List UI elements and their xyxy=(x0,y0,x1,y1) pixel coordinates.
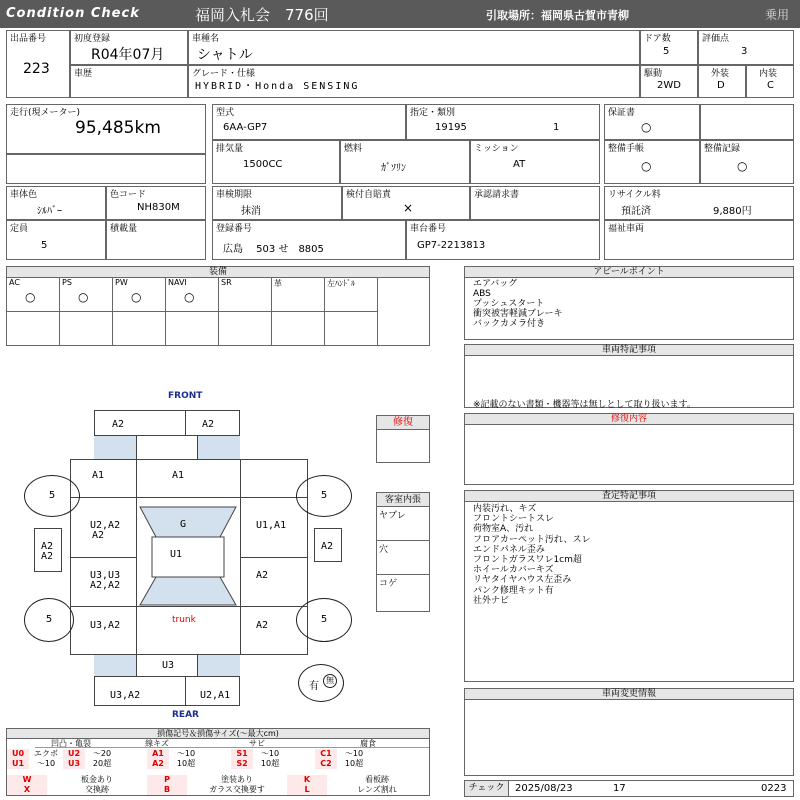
manual: ○ xyxy=(641,159,652,173)
equipment-cell xyxy=(113,278,166,312)
mark-rear-door-left-1: U3,U3 xyxy=(90,570,121,581)
front-label: FRONT xyxy=(168,391,203,401)
recycle-fee: 9,880円 xyxy=(713,206,752,217)
exterior-cell xyxy=(698,65,746,98)
legend-group: 腐食 xyxy=(307,739,429,748)
legend-size: 〜10 xyxy=(176,749,196,758)
appeal-item: ABS xyxy=(473,289,491,299)
auction-title: 福岡入札会 776回 xyxy=(195,6,329,24)
legend-code: A1 xyxy=(147,749,169,759)
chassis: GP7-2213813 xyxy=(417,240,486,251)
note-item: リヤタイヤハウス左歪み xyxy=(473,575,572,586)
manual-label: 整備手帳 xyxy=(608,144,645,154)
legend-size: エクボ xyxy=(34,749,58,758)
category: 乗用 xyxy=(765,8,790,22)
displacement: 1500CC xyxy=(243,159,283,170)
color-code-cell xyxy=(106,186,206,220)
legend-mark-text: 板金あり xyxy=(81,775,113,784)
interior-hole: 穴 xyxy=(379,545,389,555)
repair-box xyxy=(464,413,794,485)
note-item: エンドパネル歪み xyxy=(473,544,545,555)
equipment-cell xyxy=(166,278,219,312)
displacement-label: 排気量 xyxy=(216,144,244,154)
legend-mark-code: K xyxy=(287,775,327,785)
equipment-blank-cell xyxy=(113,312,166,345)
changes-box xyxy=(464,688,794,776)
record-cell xyxy=(700,140,794,184)
exterior-grade: D xyxy=(717,80,725,91)
model-code-cell xyxy=(212,104,406,140)
equipment-blank-cell xyxy=(166,312,219,345)
history-label: 車歴 xyxy=(74,69,93,79)
headlight-right xyxy=(198,436,240,459)
legend-mark-text: 交換跡 xyxy=(85,785,109,794)
mileage-cell xyxy=(6,104,206,154)
interior-cell xyxy=(746,65,794,98)
mark-front-door-left-1: U2,A2 xyxy=(90,520,121,531)
legend-code: A2 xyxy=(147,759,169,769)
inspection-cell xyxy=(212,186,342,220)
mark-rear-bumper-left: U3,A2 xyxy=(110,690,141,701)
record-label: 整備記録 xyxy=(704,144,741,154)
drive-label: 駆動 xyxy=(644,69,663,79)
recycle-status: 預託済 xyxy=(621,206,651,217)
note-item: 内装汚れ、キズ xyxy=(473,504,537,514)
insurance-cell xyxy=(342,186,470,220)
insurance: × xyxy=(403,201,414,215)
equipment-label: SR xyxy=(221,278,232,287)
roof-panel xyxy=(152,537,224,577)
equipment-value: ○ xyxy=(25,290,36,304)
taillight-right xyxy=(198,655,240,676)
notes-list xyxy=(473,504,590,606)
note-item: フロアカーペット汚れ、スレ xyxy=(473,534,591,545)
mark-fender-left: A1 xyxy=(92,470,105,481)
tire-front-right: 5 xyxy=(296,475,352,517)
appeal-box xyxy=(464,266,794,340)
equipment-blank-cell xyxy=(7,312,60,345)
inspection-label: 車検期限 xyxy=(216,190,253,200)
mark-rear-door-right: A2 xyxy=(256,570,269,581)
designation-label: 指定・類別 xyxy=(410,108,456,118)
history-cell xyxy=(70,65,188,98)
changes-title: 車両変更情報 xyxy=(465,689,793,700)
brand-title: Condition Check xyxy=(6,6,140,21)
note-item: フロントガラスワレ1cm超 xyxy=(473,555,582,566)
warranty-cell xyxy=(604,104,700,140)
transmission: AT xyxy=(513,159,526,170)
equipment-title: 装備 xyxy=(7,267,429,278)
interior-box-title: 客室内張 xyxy=(377,493,429,507)
legend-size: 〜10 xyxy=(260,749,280,758)
rear-label: REAR xyxy=(172,710,199,720)
note-item: 荷物室A、汚れ xyxy=(473,524,534,535)
legend-box xyxy=(6,728,430,796)
appeal-item: 衝突被害軽減ブレーキ xyxy=(473,309,563,319)
mark-quarter-right: A2 xyxy=(256,620,269,631)
color: ｼﾙﾊﾞｰ xyxy=(37,206,62,217)
interior-box xyxy=(376,492,430,612)
model-name: シャトル xyxy=(197,47,253,63)
grille xyxy=(136,436,198,459)
repair-title: 修復内容 xyxy=(465,414,793,425)
equipment-blank-cell xyxy=(219,312,272,345)
mark-front-bumper-right: A2 xyxy=(202,419,215,430)
model-name-label: 車種名 xyxy=(192,34,220,44)
first-reg-label: 初度登録 xyxy=(74,34,111,44)
class: 1 xyxy=(553,122,560,133)
legend-mark-code: W xyxy=(7,775,47,785)
legend-size: 〜20 xyxy=(92,749,112,758)
model-code: 6AA-GP7 xyxy=(223,122,268,133)
front-bumper-divider xyxy=(185,410,186,436)
equipment-label: PW xyxy=(115,278,128,287)
color-code-label: 色コード xyxy=(110,190,147,200)
first-reg: R04年07月 xyxy=(91,47,165,63)
color-code: NH830M xyxy=(137,202,180,213)
check-num: 17 xyxy=(613,783,626,794)
mark-front-door-left-2: A2 xyxy=(92,530,105,541)
color-cell xyxy=(6,186,106,220)
equipment-blank-cell xyxy=(272,312,325,345)
lot-cell xyxy=(6,30,70,98)
equipment-cell xyxy=(60,278,113,312)
spare-tire xyxy=(298,664,344,702)
note-item: ホイールカバーキズ xyxy=(473,565,554,576)
special-box xyxy=(464,344,794,408)
legend-size: 10超 xyxy=(260,759,280,768)
equipment-label: 革 xyxy=(274,279,282,288)
mark-front-door-right: U1,A1 xyxy=(256,520,287,531)
manual-cell xyxy=(604,140,700,184)
equipment-blank-cell xyxy=(60,312,113,345)
mark-mirror-right: A2 xyxy=(321,541,334,552)
notes-title: 査定特記事項 xyxy=(465,491,793,502)
legend-mark-code: X xyxy=(7,785,47,795)
legend-code: S2 xyxy=(231,759,253,769)
chassis-cell xyxy=(406,220,600,260)
mark-back-door: U3 xyxy=(162,660,175,671)
taillight-left xyxy=(94,655,136,676)
mark-front-bumper-left: A2 xyxy=(112,419,125,430)
welfare-label: 福祉車両 xyxy=(608,224,645,234)
capacity: 5 xyxy=(41,240,48,251)
legend-size: 10超 xyxy=(176,759,196,768)
displacement-cell xyxy=(212,140,340,184)
drive: 2WD xyxy=(657,80,681,91)
trunk-label: trunk xyxy=(172,615,196,625)
legend-group: サビ xyxy=(207,739,307,748)
equipment-label: 左ﾊﾝﾄﾞﾙ xyxy=(327,279,355,288)
reg-no-cell xyxy=(212,220,406,260)
reg-no-label: 登録番号 xyxy=(216,224,253,234)
capacity-cell xyxy=(6,220,106,260)
mark-rear-door-left-2: A2,A2 xyxy=(90,580,121,591)
equipment-cell xyxy=(7,278,60,312)
approval-label: 承認請求書 xyxy=(474,190,520,200)
windshield xyxy=(140,507,236,537)
mileage-blank xyxy=(6,154,206,184)
spare-status: 有 xyxy=(309,681,319,692)
legend-title: 損傷記号＆損傷サイズ(〜最大cm) xyxy=(7,729,429,739)
mark-roof: U1 xyxy=(170,549,183,560)
record: ○ xyxy=(737,159,748,173)
interior-burn: コゲ xyxy=(379,579,398,589)
special-title: 車両特記事項 xyxy=(465,345,793,356)
fuel-label: 燃料 xyxy=(344,144,363,154)
drive-cell xyxy=(640,65,698,98)
mark-mirror-left-1: A2 xyxy=(41,541,54,552)
grade: HYBRID・Honda SENSING xyxy=(195,81,360,92)
load-label: 積載量 xyxy=(110,224,138,234)
fuel-cell xyxy=(340,140,470,184)
legend-mark-text: レンズ割れ xyxy=(357,785,397,794)
check-date: 2025/08/23 xyxy=(515,783,573,794)
legend-group: 線キズ xyxy=(107,739,207,748)
legend-code: U1 xyxy=(7,759,29,769)
grade-label: グレード・仕様 xyxy=(192,69,256,79)
legend-group: 凹凸・亀裂 xyxy=(35,739,107,748)
mark-rear-bumper-right: U2,A1 xyxy=(200,690,231,701)
interior-label: 内装 xyxy=(759,69,778,79)
legend-mark-text: ガラス交換要す xyxy=(209,785,265,794)
warranty-blank xyxy=(700,104,794,140)
header-bar xyxy=(0,0,800,28)
rear-bumper-divider xyxy=(185,676,186,706)
interior-grade: C xyxy=(767,80,774,91)
grade-cell xyxy=(188,65,640,98)
note-item: フロントシートスレ xyxy=(473,514,554,525)
spare-icon: 無 xyxy=(323,674,337,688)
legend-size: 10超 xyxy=(344,759,364,768)
transmission-cell xyxy=(470,140,600,184)
footer-bar xyxy=(464,780,794,797)
legend-code: U3 xyxy=(63,759,85,769)
repair-side-title: 修復 xyxy=(377,416,429,430)
exterior-label: 外装 xyxy=(711,69,730,79)
equipment-label: NAVI xyxy=(168,278,187,287)
note-item: 社外ナビ xyxy=(473,595,510,606)
special-note: ※記載のない書類・機器等は無しとして取り扱います。 xyxy=(473,400,696,410)
appeal-item: プッシュスタート xyxy=(473,299,545,309)
legend-mark-code: L xyxy=(287,785,327,795)
chassis-label: 車台番号 xyxy=(410,224,447,234)
check-id: 0223 xyxy=(761,783,787,794)
line-right-pillar xyxy=(240,459,241,655)
equipment-value: ○ xyxy=(131,290,142,304)
check-label: チェック xyxy=(465,781,509,796)
doors-cell xyxy=(640,30,698,65)
transmission-label: ミッション xyxy=(474,144,519,154)
legend-mark-code: B xyxy=(147,785,187,795)
first-reg-cell xyxy=(70,30,188,65)
legend-code: S1 xyxy=(231,749,253,759)
rating-cell xyxy=(698,30,794,65)
headlight-left xyxy=(94,436,136,459)
capacity-label: 定員 xyxy=(10,224,29,234)
rating-label: 評価点 xyxy=(702,34,730,44)
insurance-label: 検付自賠責 xyxy=(346,190,392,200)
warranty-label: 保証書 xyxy=(608,108,636,118)
legend-size: 20超 xyxy=(92,759,112,768)
mark-hood: A1 xyxy=(172,470,185,481)
model-name-cell xyxy=(188,30,640,65)
interior-row-3 xyxy=(377,575,429,609)
equipment-value: ○ xyxy=(184,290,195,304)
color-label: 車体色 xyxy=(10,190,38,200)
equipment-label: PS xyxy=(62,278,72,287)
designation: 19195 xyxy=(435,122,467,133)
equipment-cell xyxy=(325,278,378,312)
pickup-location: 引取場所：福岡県古賀市青柳 xyxy=(486,9,629,22)
doors: 5 xyxy=(663,46,670,57)
mileage: 95,485km xyxy=(75,118,161,138)
rear-window xyxy=(140,577,236,605)
interior-row-1 xyxy=(377,507,429,541)
approval-cell xyxy=(470,186,600,220)
tire-rear-right: 5 xyxy=(296,598,352,642)
legend-mark-code: P xyxy=(147,775,187,785)
appeal-list xyxy=(473,279,563,329)
equipment-cell xyxy=(219,278,272,312)
appeal-item: バックカメラ付き xyxy=(473,319,546,329)
lot-label: 出品番号 xyxy=(10,34,47,44)
equipment-blank-cell xyxy=(325,312,378,345)
appeal-title: アピールポイント xyxy=(465,267,793,278)
line-door-right xyxy=(240,557,308,558)
legend-code: C2 xyxy=(315,759,337,769)
note-item: パンク修理キット有 xyxy=(473,585,554,596)
mark-glass: G xyxy=(180,519,187,530)
equipment-label: AC xyxy=(9,278,20,287)
interior-tear: ヤブレ xyxy=(379,511,406,521)
mark-mirror-left-2: A2 xyxy=(41,551,54,562)
model-code-label: 型式 xyxy=(216,108,235,118)
cabin-svg xyxy=(136,497,240,607)
legend-size: 〜10 xyxy=(344,749,364,758)
load-cell xyxy=(106,220,206,260)
legend-mark-text: 看板跡 xyxy=(365,775,389,784)
rating: 3 xyxy=(741,46,748,57)
recycle-cell xyxy=(604,186,794,220)
tire-rear-left: 5 xyxy=(24,598,74,642)
legend-code: U0 xyxy=(7,749,29,759)
mileage-label: 走行(現メーター) xyxy=(10,108,81,118)
doors-label: ドア数 xyxy=(644,34,671,44)
repair-side-box xyxy=(376,415,430,463)
appeal-item: エアバッグ xyxy=(473,279,518,289)
equipment-cell xyxy=(272,278,325,312)
equipment-box xyxy=(6,266,430,346)
legend-code: U2 xyxy=(63,749,85,759)
inspection: 抹消 xyxy=(241,206,261,217)
line-door-left xyxy=(70,557,136,558)
fuel: ｶﾞｿﾘﾝ xyxy=(381,163,406,174)
tire-front-left: 5 xyxy=(24,475,80,517)
notes-box xyxy=(464,490,794,682)
legend-code: C1 xyxy=(315,749,337,759)
lot-number: 223 xyxy=(23,61,50,77)
interior-row-2 xyxy=(377,541,429,575)
mark-quarter-left: U3,A2 xyxy=(90,620,121,631)
recycle-label: リサイクル料 xyxy=(608,190,661,200)
warranty: ○ xyxy=(641,120,652,134)
equipment-value: ○ xyxy=(78,290,89,304)
legend-mark-text: 塗装あり xyxy=(221,775,253,784)
welfare-cell xyxy=(604,220,794,260)
reg-no: 広島 503 せ 8805 xyxy=(223,244,324,255)
designation-cell xyxy=(406,104,600,140)
legend-size: 〜10 xyxy=(36,759,56,768)
